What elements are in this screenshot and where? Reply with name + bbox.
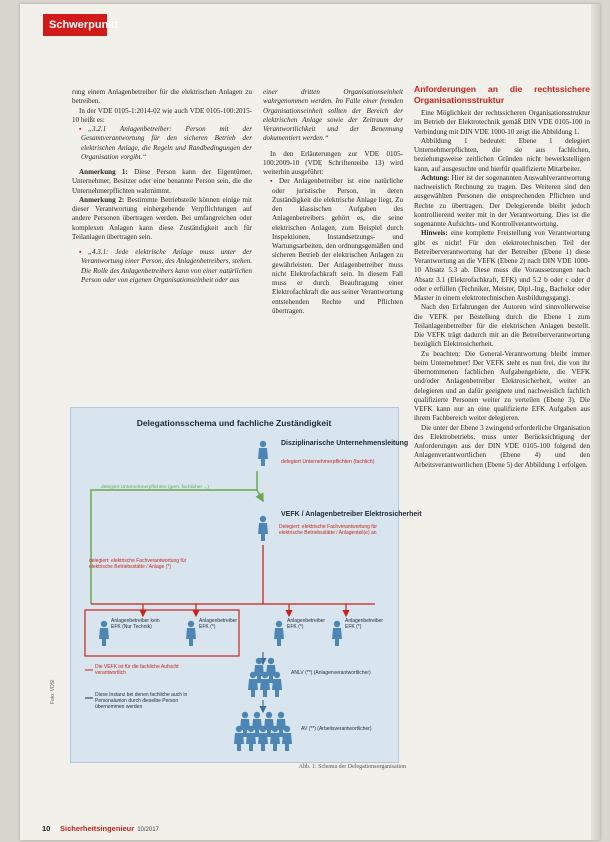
person-icon	[99, 621, 109, 646]
paragraph: Nach den Erfahrungen der Autoren wird sinnvollerweise die VEFK per Bestellung durch die Ebene 1 zum Teilanlagenbetreiber für die elektrischen Anlagen bestellt. Die VEFK trägt dadurch mit an die Betreiberverantwortung bezüglich Elektrosicherheit.	[414, 303, 590, 349]
note-label: Anmerkung 2:	[79, 195, 125, 204]
delegation-diagram	[70, 407, 422, 763]
operator-1-label: Anlagenbetreiber kein EFK (Nur Technik)	[111, 618, 160, 630]
note-text: Diese Person kann der Eigentümer, Unternehmer, Besitzer oder eine benannte Person sein, die die Unternehmerpflichten wahrnimmt.	[72, 168, 253, 195]
inline-label: Achtung:	[421, 173, 450, 182]
person-icon	[258, 441, 268, 466]
issue-number: 10/2017	[137, 827, 159, 833]
note-text: Bestimmte Betriebsteile können einige mit dieser Verantwortung einhergehende Verpflichtungen auf andere Personen übertragen werden. Bei umfangreichen oder komplexen Anlagen kann diese Zuständigkeit auch für Teilanlagen übertragen sein.	[72, 195, 253, 241]
person-icon	[186, 621, 196, 646]
responsibility-note-2: Diese Instanz bei denen fachliche auch in Personalunion durch dieselbe Person übernommen werden	[95, 692, 188, 710]
left-box-wrap	[89, 558, 189, 594]
vefk-title: VEFK / Anlagenbetreiber Elektrosicherheit	[281, 511, 422, 518]
person-icon	[332, 621, 342, 646]
paragraph: In der VDE 0105-1:2014-02 wie auch VDE 0105-100:2015-10 heißt es:	[72, 106, 252, 124]
note-paragraph	[72, 196, 252, 242]
figure-caption: Abb. 1: Schema der Delegationsorganisation	[298, 764, 406, 770]
diagram-title: Delegationsschema und fachliche Zuständigkeit	[136, 418, 332, 428]
anlv-label: ANLV (**) (Anlagenverantwortlicher)	[291, 670, 371, 676]
page-spine-shadow	[591, 4, 600, 840]
text-column-2	[263, 88, 403, 316]
section-heading: Anforderungen an die rechtssichere Organisationsstruktur	[414, 84, 590, 105]
section-label: Schwerpunkt	[43, 14, 107, 36]
page-footer	[42, 824, 582, 836]
inline-text: eine komplette Freistellung von Verantwortung gibt es nicht! Für den elektrotechnischen Teil der Betreiberverantwortung hat der Betreiber (Ebene 1) diese Verantwortung an die VEFK (Ebene 2) nach DIN VDE 1000-10 Absatz 5.3 ab. Diese muss die Voraussetzungen nach Absatz 3.1 (Elektrofachkraft, EFK) und 5.2 b oder c oder d oder e erfüllen (Techniker, Meister, Dipl.-Ing., Bachelor oder Master in einem elektrotechnischen Ausbildungsgang).	[414, 229, 590, 302]
green-arrow	[257, 490, 263, 501]
photo-credit: Foto: VDSI	[50, 679, 56, 704]
paragraph: Eine Möglichkeit der rechtssicheren Organisationsstruktur im Betrieb der Elektrotechnik gemäß DIN VDE 0105-100 in Verbindung mit DIN VDE 1000-10 zeigt die Abbildung 1.	[414, 109, 590, 136]
text-column-1	[72, 88, 252, 285]
magazine-name	[60, 824, 159, 833]
paragraph: Zu beachten: Die General-Verantwortung bleibt immer beim Unternehmer! Der VEFK steht es nun frei, die von ihr übernommenen fachlichen Aufgabengebiete, die VEFK und/oder Anlagenbetreiber Elektrosicherheit, weiter an delegieren und an dafür geeignete und nachweislich fachlich qualifizierte Personen weiter zu verteilen (Ebene 3). Die VEFK kann nur an eine qualifizierte EFK Aufgaben aus ihrem Fachbereich weiter delegieren.	[414, 349, 590, 423]
quote-bullet: ▪ „3.2.1 Anlagenbetreiber: Person mit der Gesamtverantwortung für den sicheren Betrieb der elektrischen Anlage, die Regeln und Randbedingungen der Organisation vorgibt.“	[72, 125, 252, 162]
vefk-subtitle: Delegiert: elektrische Fachverantwortung für elektrische Betriebsstätte / Anlagenteil(e) an	[279, 524, 378, 536]
bullet-paragraph: ▪ Der Anlagenbetreiber ist eine natürliche oder juristische Person, in deren Zuständigkeit die elektrische Anlage liegt. Zu den klassischen Aufgaben des Anlagenbetreibers gehört es, die seine elektrischen Anlagen, zum Beispiel durch Inspektionen, Instandsetzungs- und Wartungsarbeiten, den ordnungsgemäßen und sicheren Betrieb der elektrischen Anlagen zu gewährleisten. Der Anlagenbetreiber muss nicht Elektrofachkraft sein. In diesem Fall muss er durch Beauftragung einer Elektrofachkraft die aus seiner Verantwortung entstehenden Rechte und Pflichten übertragen.	[263, 177, 403, 316]
text-column-3	[414, 84, 590, 470]
paragraph: rung einem Anlagenbetreiber für die elektrischen Anlagen zu betreiben.	[72, 88, 252, 106]
operator-3-label: Anlagenbetreiber EFK (*)	[287, 618, 326, 630]
quote-bullet: ▪ „4.3.1: Jede elektrische Anlage muss unter der Verantwortung einer Person, des Anlagenbetreibers, stehen. Die Rolle des Anlagenbetreibers kann von einer natürlichen Person oder von eigenen Organisationseinheit oder aus	[72, 248, 252, 285]
green-label: delegiert Unternehmerpflichten (gem. fachlicher ...)	[101, 485, 209, 490]
paragraph: Die unter der Ebene 3 zwingend erforderliche Organisation des Elektrobetriebs, muss unter Berücksichtigung der Anforderungen aus der DIN VDE 0105-100 folgend den Anlagenverantwortlichen (Ebene 4) und den Arbeitsverantwortlichen (Ebene 5) der Abbildung 1 erfolgen.	[414, 423, 590, 469]
operator-2-label: Anlagenbetreiber EFK (*)	[199, 618, 238, 630]
top-title: Disziplinarische Unternehmensleitung	[281, 440, 409, 447]
av-label: AV (**) (Arbeitsverantwortlicher)	[301, 726, 372, 732]
left-box-text: delegiert: elektrische Fachverantwortung für elektrische Betriebsstätte / Anlage (*)	[89, 558, 187, 570]
magazine-page	[20, 4, 600, 840]
inline-text: Hier ist der sogenannten Auswahlverantwortung nachweislich Rechnung zu tragen. Des Weiteren sind den ausgewählten Personen die entsprechenden Pflichten und Rechte zu übertragen. Der Delegierende bleibt jedoch kontrollierend weiter mit in der Verantwortung. Dies ist die sogenannte Aufsichts- und Kontrollverantwortung.	[414, 173, 590, 228]
paragraph: Abbildung 1 bedeutet: Ebene 1 delegiert Unternehmerpflichten, die sie aus fachlichen, beziehungsweise zeitlichen Gründen nicht bewerkstelligen kann, auf ausgesuchte und hierfür qualifizierte Mitarbeiter.	[414, 136, 590, 173]
paragraph: In den Erläuterungen zur VDE 0105-100:2009-10 (VDE Schriftenreihe 13) wird weiterhin ausgeführt:	[263, 149, 403, 176]
magazine-title: Sicherheitsingenieur	[60, 824, 135, 833]
note-label: Anmerkung 1:	[79, 168, 128, 176]
paragraph	[414, 174, 590, 230]
person-icon	[258, 516, 268, 541]
paragraph	[414, 229, 590, 303]
operator-4-label: Anlagenbetreiber EFK (*)	[345, 618, 384, 630]
top-subtitle: delegiert Unternehmerpflichten (fachlich)	[281, 459, 375, 465]
paragraph: einer dritten Organisationseinheit wahrgenommen werden. Im Falle einer fremden Organisationseinheit sollten der Bereich der elektrischen Anlage sowie der Zeitraum der Verantwortlichkeit und der Benennung dokumentiert werden.“	[263, 88, 403, 143]
person-icon	[274, 621, 284, 646]
page-number: 10	[42, 824, 51, 833]
note-paragraph	[72, 168, 252, 196]
vefk-subtitle-wrap	[279, 524, 391, 568]
inline-label: Hinweis:	[421, 229, 448, 238]
responsibility-note: Die VEFK ist für die fachliche Aufsicht verantwortlich	[95, 664, 179, 676]
